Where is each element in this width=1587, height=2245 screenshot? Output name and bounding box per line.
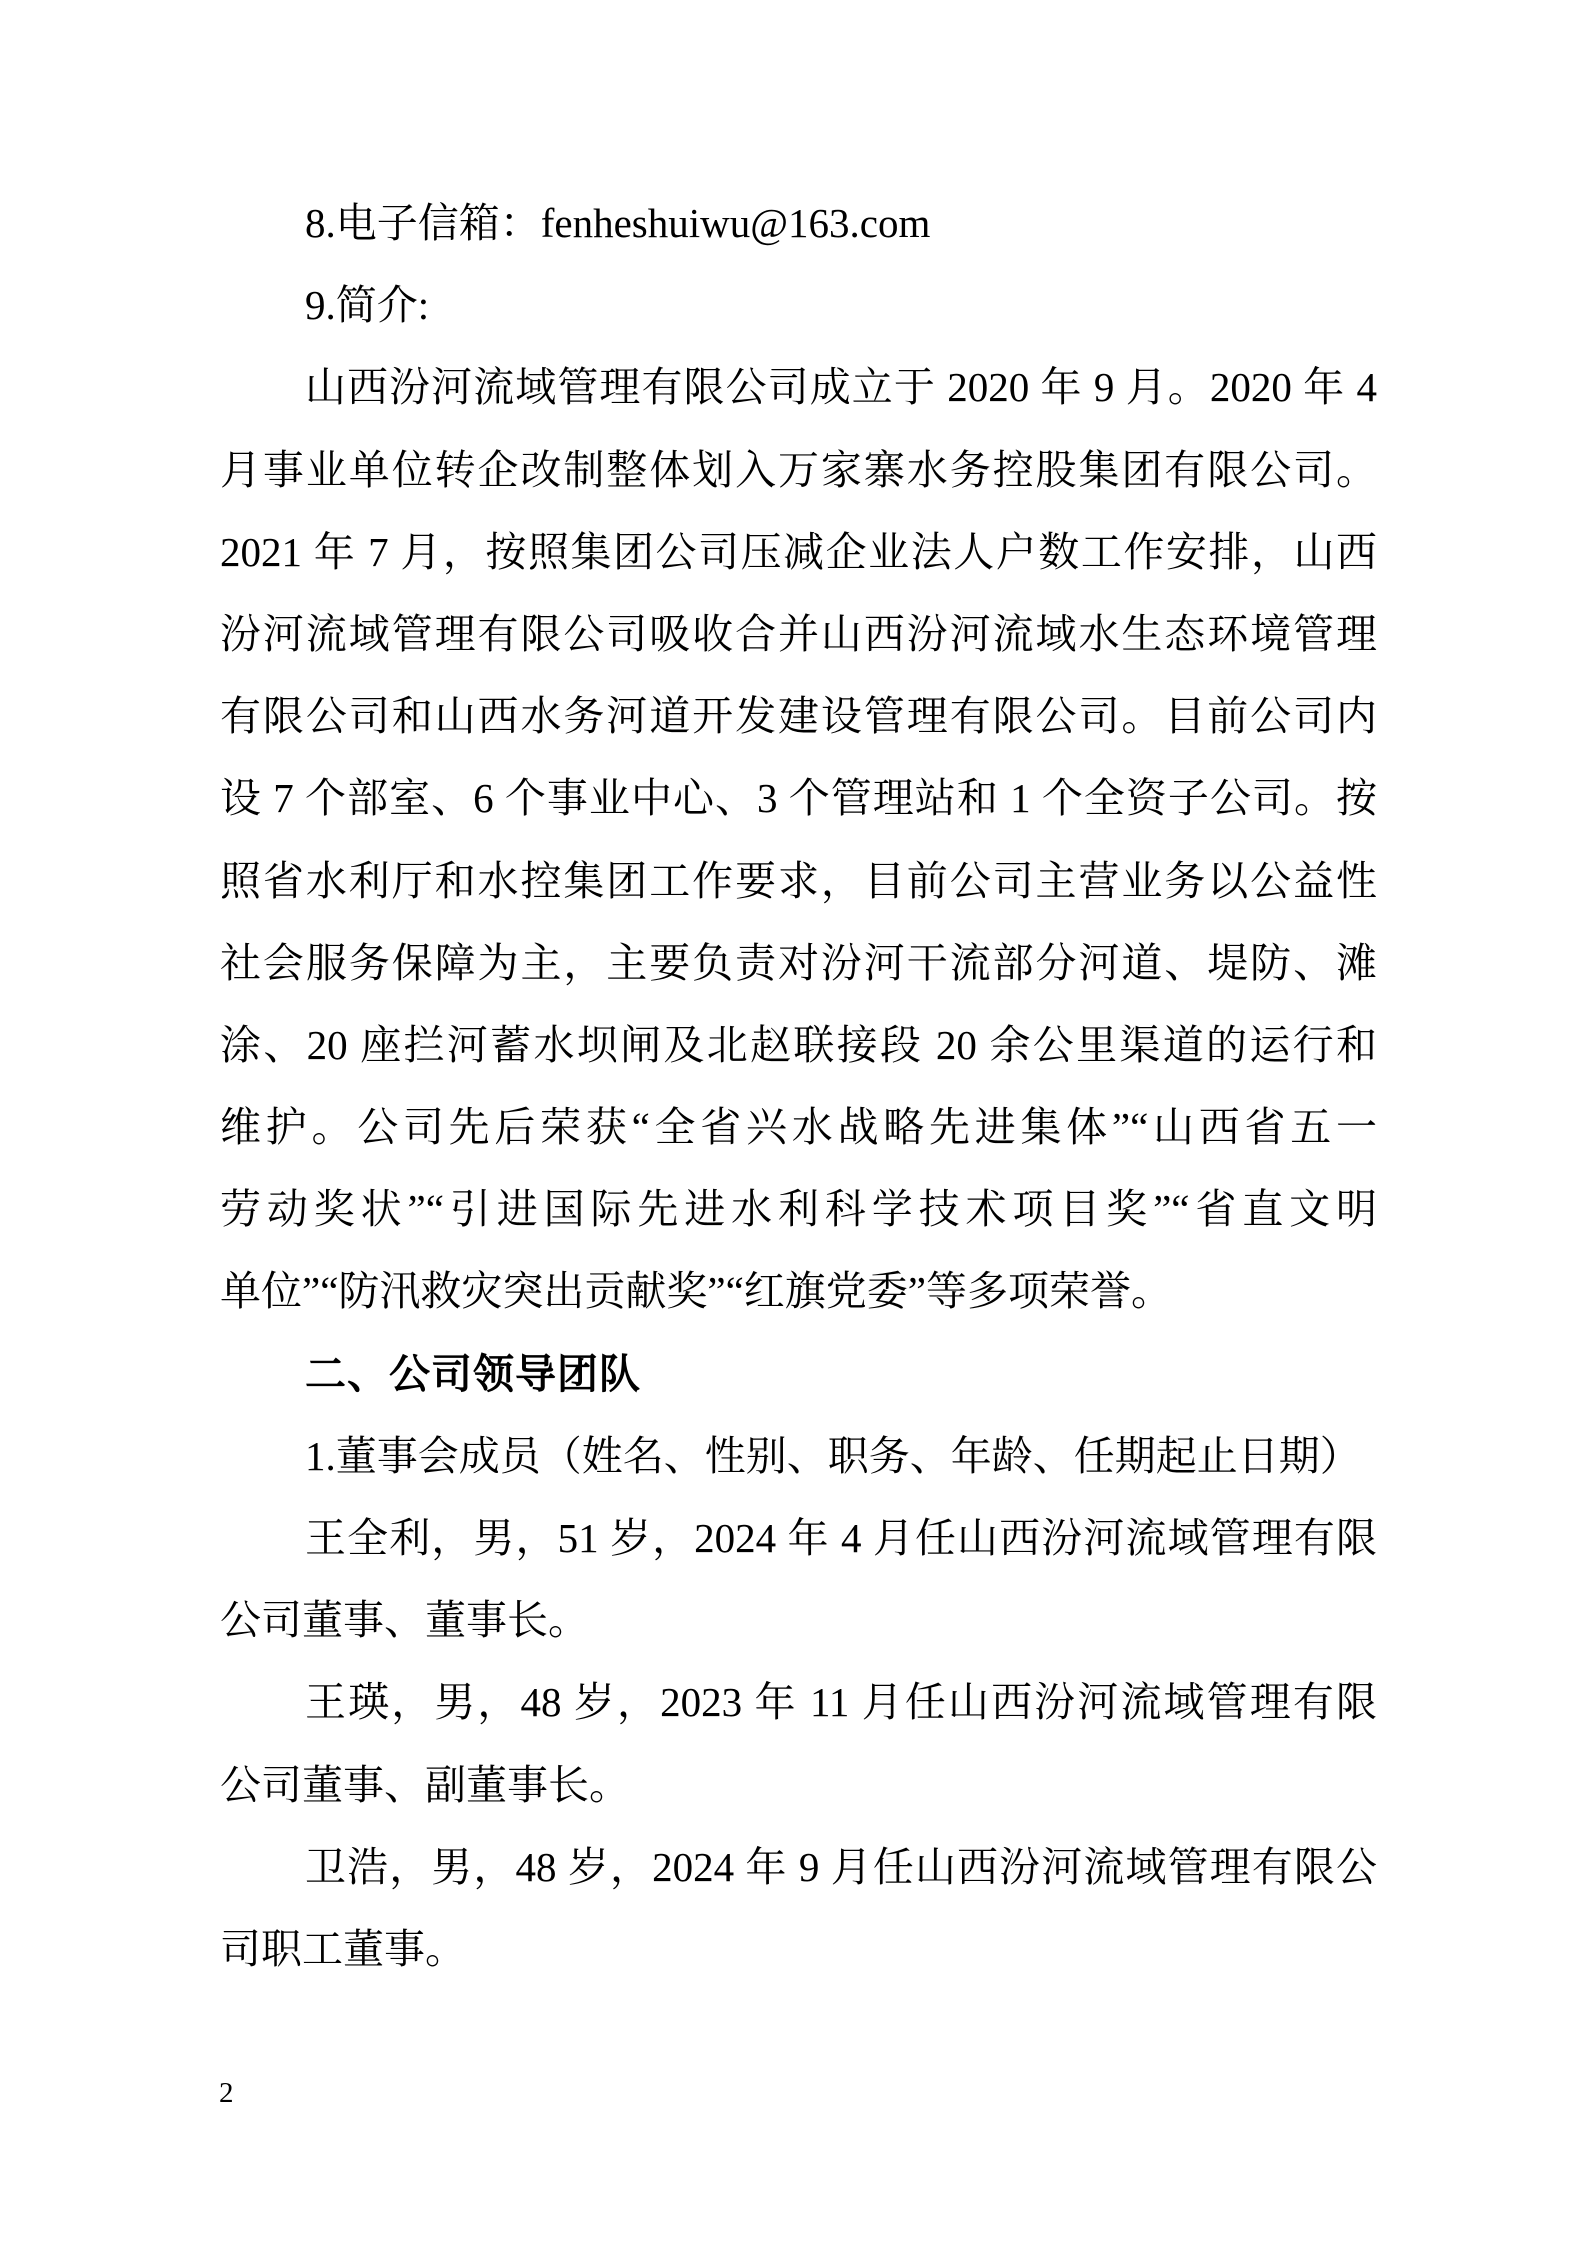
page-number: 2 — [219, 2077, 234, 2109]
text-line: 照省水利厅和水控集团工作要求，目前公司主营业务以公益性 — [220, 857, 1377, 904]
text-line: 1.董事会成员（姓名、性别、职务、年龄、任期起止日期） — [305, 1432, 1361, 1479]
text-line: 王瑛，男，48 岁，2023 年 11 月任山西汾河流域管理有限 — [305, 1679, 1377, 1726]
text-line: 有限公司和山西水务河道开发建设管理有限公司。目前公司内 — [220, 693, 1377, 740]
text-line: 王全利，男，51 岁，2024 年 4 月任山西汾河流域管理有限 — [305, 1515, 1377, 1561]
text-line: 卫浩，男，48 岁，2024 年 9 月任山西汾河流域管理有限公 — [305, 1843, 1377, 1890]
text-line: 司职工董事。 — [220, 1925, 466, 1972]
text-line: 公司董事、董事长。 — [220, 1597, 589, 1644]
document-body — [220, 182, 1377, 1990]
text-line: 涂、20 座拦河蓄水坝闸及北赵联接段 20 余公里渠道的运行和 — [220, 1021, 1377, 1068]
text-line: 9.简介: — [305, 282, 430, 329]
section-heading: 二、公司领导团队 — [305, 1350, 641, 1397]
text-line: 汾河流域管理有限公司吸收合并山西汾河流域水生态环境管理 — [220, 610, 1377, 657]
text-line: 月事业单位转企改制整体划入万家寨水务控股集团有限公司。 — [220, 446, 1377, 493]
text-line: 劳动奖状”“引进国际先进水利科学技术项目奖”“省直文明 — [220, 1186, 1377, 1233]
text-line: 2021 年 7 月，按照集团公司压减企业法人户数工作安排，山西 — [220, 528, 1377, 575]
text-line: 设 7 个部室、6 个事业中心、3 个管理站和 1 个全资子公司。按 — [220, 775, 1377, 822]
text-line: 社会服务保障为主，主要负责对汾河干流部分河道、堤防、滩 — [220, 939, 1377, 986]
text-line: 山西汾河流域管理有限公司成立于 2020 年 9 月。2020 年 4 — [305, 364, 1377, 411]
text-line: 维护。公司先后荣获“全省兴水战略先进集体”“山西省五一 — [220, 1104, 1377, 1151]
text-line: 公司董事、副董事长。 — [220, 1761, 630, 1808]
text-line: 8.电子信箱：fenheshuiwu@163.com — [305, 200, 931, 246]
text-line: 单位”“防汛救灾突出贡献奖”“红旗党委”等多项荣誉。 — [220, 1268, 1172, 1315]
